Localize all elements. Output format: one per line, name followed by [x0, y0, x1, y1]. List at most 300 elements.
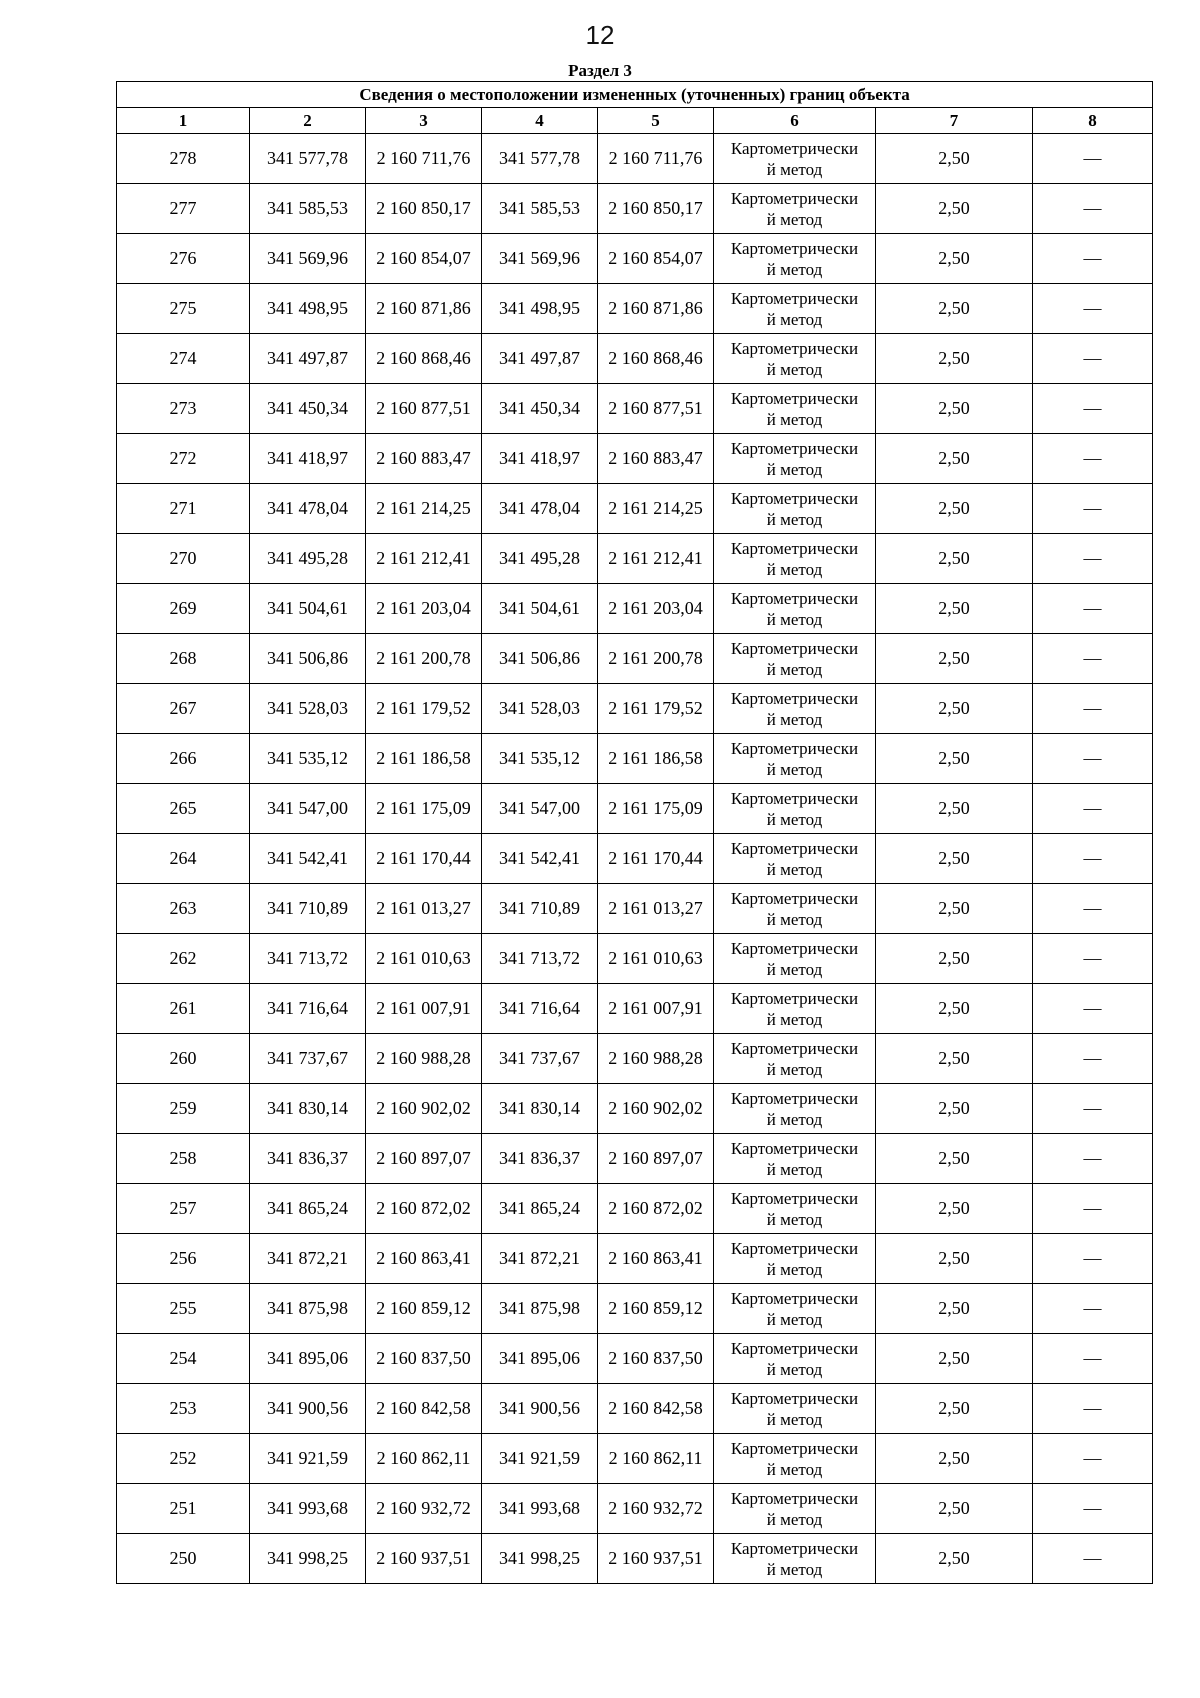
- method-cell: [714, 1134, 876, 1184]
- method-line: Картометрически: [730, 1188, 859, 1208]
- y-new-cell: 2 160 859,12: [598, 1284, 714, 1334]
- x-new-cell: 341 716,64: [482, 984, 598, 1034]
- description-cell: —: [1033, 1534, 1153, 1584]
- boundary-coordinates-table: [116, 81, 1153, 1584]
- table-row: [117, 134, 1153, 184]
- accuracy-cell: 2,50: [876, 934, 1033, 984]
- method-line: Картометрически: [730, 538, 859, 558]
- table-body: [117, 134, 1153, 1584]
- x-old-cell: 341 569,96: [250, 234, 366, 284]
- method-line: й метод: [766, 309, 823, 329]
- x-old-cell: 341 535,12: [250, 734, 366, 784]
- x-new-cell: 341 478,04: [482, 484, 598, 534]
- table-row: [117, 1534, 1153, 1584]
- accuracy-cell: 2,50: [876, 1484, 1033, 1534]
- table-row: [117, 934, 1153, 984]
- point-number-cell: 257: [117, 1184, 250, 1234]
- method-line: й метод: [766, 259, 823, 279]
- method-cell: [714, 434, 876, 484]
- method-line: Картометрически: [730, 388, 859, 408]
- x-old-cell: 341 478,04: [250, 484, 366, 534]
- y-new-cell: 2 161 214,25: [598, 484, 714, 534]
- y-new-cell: 2 160 877,51: [598, 384, 714, 434]
- method-line: й метод: [766, 409, 823, 429]
- y-old-cell: 2 160 902,02: [366, 1084, 482, 1134]
- point-number-cell: 272: [117, 434, 250, 484]
- accuracy-cell: 2,50: [876, 1284, 1033, 1334]
- method-line: й метод: [766, 1409, 823, 1429]
- method-line: й метод: [766, 1059, 823, 1079]
- x-new-cell: 341 713,72: [482, 934, 598, 984]
- table-row: [117, 1084, 1153, 1134]
- method-line: й метод: [766, 359, 823, 379]
- x-new-cell: 341 418,97: [482, 434, 598, 484]
- method-cell: [714, 734, 876, 784]
- description-cell: —: [1033, 1434, 1153, 1484]
- description-cell: —: [1033, 1484, 1153, 1534]
- accuracy-cell: 2,50: [876, 834, 1033, 884]
- y-new-cell: 2 160 854,07: [598, 234, 714, 284]
- method-line: Картометрически: [730, 1238, 859, 1258]
- method-line: й метод: [766, 909, 823, 929]
- method-line: Картометрически: [730, 588, 859, 608]
- accuracy-cell: 2,50: [876, 1084, 1033, 1134]
- x-new-cell: 341 875,98: [482, 1284, 598, 1334]
- table-row: [117, 1334, 1153, 1384]
- method-line: Картометрически: [730, 988, 859, 1008]
- x-old-cell: 341 875,98: [250, 1284, 366, 1334]
- method-line: й метод: [766, 809, 823, 829]
- method-cell: [714, 1034, 876, 1084]
- description-cell: —: [1033, 284, 1153, 334]
- method-line: Картометрически: [730, 188, 859, 208]
- method-line: Картометрически: [730, 438, 859, 458]
- table-row: [117, 834, 1153, 884]
- y-new-cell: 2 161 170,44: [598, 834, 714, 884]
- method-line: Картометрически: [730, 1038, 859, 1058]
- table-row: [117, 1134, 1153, 1184]
- accuracy-cell: 2,50: [876, 1434, 1033, 1484]
- method-cell: [714, 334, 876, 384]
- accuracy-cell: 2,50: [876, 1034, 1033, 1084]
- method-line: Картометрически: [730, 1488, 859, 1508]
- y-old-cell: 2 161 203,04: [366, 584, 482, 634]
- y-new-cell: 2 160 711,76: [598, 134, 714, 184]
- x-old-cell: 341 528,03: [250, 684, 366, 734]
- table-row: [117, 784, 1153, 834]
- point-number-cell: 259: [117, 1084, 250, 1134]
- x-new-cell: 341 498,95: [482, 284, 598, 334]
- y-old-cell: 2 161 186,58: [366, 734, 482, 784]
- description-cell: —: [1033, 484, 1153, 534]
- method-cell: [714, 1484, 876, 1534]
- y-new-cell: 2 161 013,27: [598, 884, 714, 934]
- y-old-cell: 2 160 850,17: [366, 184, 482, 234]
- y-new-cell: 2 160 988,28: [598, 1034, 714, 1084]
- description-cell: —: [1033, 1234, 1153, 1284]
- method-line: й метод: [766, 1559, 823, 1579]
- x-new-cell: 341 504,61: [482, 584, 598, 634]
- point-number-cell: 275: [117, 284, 250, 334]
- method-cell: [714, 1084, 876, 1134]
- table-row: [117, 1284, 1153, 1334]
- table-row: [117, 984, 1153, 1034]
- y-old-cell: 2 160 877,51: [366, 384, 482, 434]
- accuracy-cell: 2,50: [876, 134, 1033, 184]
- method-cell: [714, 484, 876, 534]
- point-number-cell: 273: [117, 384, 250, 434]
- y-old-cell: 2 161 214,25: [366, 484, 482, 534]
- method-line: й метод: [766, 159, 823, 179]
- x-old-cell: 341 577,78: [250, 134, 366, 184]
- accuracy-cell: 2,50: [876, 984, 1033, 1034]
- y-new-cell: 2 161 200,78: [598, 634, 714, 684]
- y-new-cell: 2 160 842,58: [598, 1384, 714, 1434]
- method-line: Картометрически: [730, 488, 859, 508]
- accuracy-cell: 2,50: [876, 284, 1033, 334]
- y-old-cell: 2 160 859,12: [366, 1284, 482, 1334]
- accuracy-cell: 2,50: [876, 484, 1033, 534]
- point-number-cell: 251: [117, 1484, 250, 1534]
- method-line: Картометрически: [730, 1138, 859, 1158]
- method-cell: [714, 234, 876, 284]
- x-new-cell: 341 836,37: [482, 1134, 598, 1184]
- y-old-cell: 2 160 932,72: [366, 1484, 482, 1534]
- x-new-cell: 341 998,25: [482, 1534, 598, 1584]
- accuracy-cell: 2,50: [876, 234, 1033, 284]
- description-cell: —: [1033, 934, 1153, 984]
- method-line: Картометрически: [730, 738, 859, 758]
- y-old-cell: 2 160 863,41: [366, 1234, 482, 1284]
- y-old-cell: 2 160 988,28: [366, 1034, 482, 1084]
- point-number-cell: 271: [117, 484, 250, 534]
- y-old-cell: 2 160 872,02: [366, 1184, 482, 1234]
- table-row: [117, 484, 1153, 534]
- accuracy-cell: 2,50: [876, 434, 1033, 484]
- x-new-cell: 341 535,12: [482, 734, 598, 784]
- y-new-cell: 2 160 932,72: [598, 1484, 714, 1534]
- y-old-cell: 2 160 937,51: [366, 1534, 482, 1584]
- method-cell: [714, 1234, 876, 1284]
- method-line: Картометрически: [730, 138, 859, 158]
- y-new-cell: 2 160 897,07: [598, 1134, 714, 1184]
- y-old-cell: 2 160 897,07: [366, 1134, 482, 1184]
- method-cell: [714, 984, 876, 1034]
- table-row: [117, 584, 1153, 634]
- x-old-cell: 341 865,24: [250, 1184, 366, 1234]
- accuracy-cell: 2,50: [876, 734, 1033, 784]
- accuracy-cell: 2,50: [876, 384, 1033, 434]
- description-cell: —: [1033, 1284, 1153, 1334]
- x-new-cell: 341 506,86: [482, 634, 598, 684]
- description-cell: —: [1033, 584, 1153, 634]
- x-old-cell: 341 872,21: [250, 1234, 366, 1284]
- method-cell: [714, 184, 876, 234]
- accuracy-cell: 2,50: [876, 884, 1033, 934]
- y-new-cell: 2 161 010,63: [598, 934, 714, 984]
- accuracy-cell: 2,50: [876, 334, 1033, 384]
- point-number-cell: 274: [117, 334, 250, 384]
- point-number-cell: 264: [117, 834, 250, 884]
- point-number-cell: 256: [117, 1234, 250, 1284]
- y-new-cell: 2 161 179,52: [598, 684, 714, 734]
- point-number-cell: 260: [117, 1034, 250, 1084]
- method-line: й метод: [766, 459, 823, 479]
- x-old-cell: 341 836,37: [250, 1134, 366, 1184]
- table-row: [117, 684, 1153, 734]
- description-cell: —: [1033, 1334, 1153, 1384]
- description-cell: —: [1033, 434, 1153, 484]
- point-number-cell: 258: [117, 1134, 250, 1184]
- y-new-cell: 2 160 868,46: [598, 334, 714, 384]
- x-new-cell: 341 737,67: [482, 1034, 598, 1084]
- description-cell: —: [1033, 1084, 1153, 1134]
- point-number-cell: 265: [117, 784, 250, 834]
- column-number: 3: [366, 108, 482, 134]
- x-old-cell: 341 710,89: [250, 884, 366, 934]
- description-cell: —: [1033, 384, 1153, 434]
- x-new-cell: 341 547,00: [482, 784, 598, 834]
- x-old-cell: 341 737,67: [250, 1034, 366, 1084]
- method-line: Картометрически: [730, 1088, 859, 1108]
- y-new-cell: 2 160 883,47: [598, 434, 714, 484]
- point-number-cell: 277: [117, 184, 250, 234]
- table-row: [117, 334, 1153, 384]
- point-number-cell: 266: [117, 734, 250, 784]
- y-old-cell: 2 161 170,44: [366, 834, 482, 884]
- x-new-cell: 341 495,28: [482, 534, 598, 584]
- table-row: [117, 884, 1153, 934]
- method-line: Картометрически: [730, 938, 859, 958]
- y-old-cell: 2 160 883,47: [366, 434, 482, 484]
- method-line: Картометрически: [730, 338, 859, 358]
- description-cell: —: [1033, 1184, 1153, 1234]
- x-new-cell: 341 710,89: [482, 884, 598, 934]
- point-number-cell: 261: [117, 984, 250, 1034]
- method-cell: [714, 884, 876, 934]
- column-number-row: [117, 108, 1153, 134]
- point-number-cell: 269: [117, 584, 250, 634]
- table-row: [117, 634, 1153, 684]
- x-old-cell: 341 450,34: [250, 384, 366, 434]
- table-row: [117, 234, 1153, 284]
- method-line: й метод: [766, 1109, 823, 1129]
- description-cell: —: [1033, 1134, 1153, 1184]
- point-number-cell: 270: [117, 534, 250, 584]
- description-cell: —: [1033, 634, 1153, 684]
- y-old-cell: 2 161 013,27: [366, 884, 482, 934]
- x-new-cell: 341 865,24: [482, 1184, 598, 1234]
- method-cell: [714, 834, 876, 884]
- x-old-cell: 341 495,28: [250, 534, 366, 584]
- method-cell: [714, 1384, 876, 1434]
- accuracy-cell: 2,50: [876, 784, 1033, 834]
- description-cell: —: [1033, 1384, 1153, 1434]
- method-line: й метод: [766, 509, 823, 529]
- y-old-cell: 2 161 212,41: [366, 534, 482, 584]
- x-new-cell: 341 895,06: [482, 1334, 598, 1384]
- y-new-cell: 2 160 837,50: [598, 1334, 714, 1384]
- point-number-cell: 267: [117, 684, 250, 734]
- x-old-cell: 341 993,68: [250, 1484, 366, 1534]
- y-new-cell: 2 160 863,41: [598, 1234, 714, 1284]
- method-line: й метод: [766, 1159, 823, 1179]
- y-new-cell: 2 160 872,02: [598, 1184, 714, 1234]
- x-new-cell: 341 577,78: [482, 134, 598, 184]
- x-new-cell: 341 900,56: [482, 1384, 598, 1434]
- accuracy-cell: 2,50: [876, 534, 1033, 584]
- description-cell: —: [1033, 684, 1153, 734]
- y-new-cell: 2 161 212,41: [598, 534, 714, 584]
- method-line: Картометрически: [730, 288, 859, 308]
- method-line: й метод: [766, 1009, 823, 1029]
- x-old-cell: 341 900,56: [250, 1384, 366, 1434]
- y-new-cell: 2 161 175,09: [598, 784, 714, 834]
- x-new-cell: 341 993,68: [482, 1484, 598, 1534]
- x-old-cell: 341 547,00: [250, 784, 366, 834]
- accuracy-cell: 2,50: [876, 1334, 1033, 1384]
- description-cell: —: [1033, 234, 1153, 284]
- y-new-cell: 2 160 862,11: [598, 1434, 714, 1484]
- x-new-cell: 341 542,41: [482, 834, 598, 884]
- x-new-cell: 341 872,21: [482, 1234, 598, 1284]
- point-number-cell: 262: [117, 934, 250, 984]
- point-number-cell: 276: [117, 234, 250, 284]
- method-line: й метод: [766, 559, 823, 579]
- point-number-cell: 255: [117, 1284, 250, 1334]
- table-row: [117, 284, 1153, 334]
- x-old-cell: 341 895,06: [250, 1334, 366, 1384]
- method-line: Картометрически: [730, 838, 859, 858]
- point-number-cell: 252: [117, 1434, 250, 1484]
- x-old-cell: 341 497,87: [250, 334, 366, 384]
- method-line: Картометрически: [730, 1538, 859, 1558]
- method-cell: [714, 684, 876, 734]
- y-old-cell: 2 161 010,63: [366, 934, 482, 984]
- x-old-cell: 341 585,53: [250, 184, 366, 234]
- y-new-cell: 2 160 850,17: [598, 184, 714, 234]
- x-old-cell: 341 830,14: [250, 1084, 366, 1134]
- description-cell: —: [1033, 834, 1153, 884]
- x-new-cell: 341 585,53: [482, 184, 598, 234]
- method-line: й метод: [766, 1509, 823, 1529]
- method-cell: [714, 1284, 876, 1334]
- point-number-cell: 268: [117, 634, 250, 684]
- y-old-cell: 2 160 854,07: [366, 234, 482, 284]
- y-old-cell: 2 160 868,46: [366, 334, 482, 384]
- x-new-cell: 341 528,03: [482, 684, 598, 734]
- table-row: [117, 1384, 1153, 1434]
- table-row: [117, 734, 1153, 784]
- point-number-cell: 253: [117, 1384, 250, 1434]
- y-old-cell: 2 160 711,76: [366, 134, 482, 184]
- method-cell: [714, 934, 876, 984]
- method-line: Картометрически: [730, 1438, 859, 1458]
- method-cell: [714, 634, 876, 684]
- y-old-cell: 2 160 862,11: [366, 1434, 482, 1484]
- column-number: 1: [117, 108, 250, 134]
- method-line: Картометрически: [730, 1388, 859, 1408]
- method-line: Картометрически: [730, 788, 859, 808]
- description-cell: —: [1033, 734, 1153, 784]
- table-row: [117, 1234, 1153, 1284]
- x-old-cell: 341 504,61: [250, 584, 366, 634]
- column-number: 8: [1033, 108, 1153, 134]
- x-new-cell: 341 450,34: [482, 384, 598, 434]
- method-line: Картометрически: [730, 888, 859, 908]
- method-cell: [714, 534, 876, 584]
- accuracy-cell: 2,50: [876, 584, 1033, 634]
- method-cell: [714, 584, 876, 634]
- method-line: й метод: [766, 1309, 823, 1329]
- page-number: 12: [585, 20, 615, 50]
- method-line: й метод: [766, 859, 823, 879]
- x-old-cell: 341 498,95: [250, 284, 366, 334]
- method-line: й метод: [766, 1259, 823, 1279]
- y-old-cell: 2 160 871,86: [366, 284, 482, 334]
- y-old-cell: 2 161 179,52: [366, 684, 482, 734]
- y-new-cell: 2 160 937,51: [598, 1534, 714, 1584]
- y-old-cell: 2 160 837,50: [366, 1334, 482, 1384]
- column-number: 7: [876, 108, 1033, 134]
- table-caption: Сведения о местоположении измененных (уточненных) границ объекта: [117, 82, 1153, 108]
- method-cell: [714, 1434, 876, 1484]
- method-line: й метод: [766, 209, 823, 229]
- method-cell: [714, 784, 876, 834]
- point-number-cell: 254: [117, 1334, 250, 1384]
- table-row: [117, 1434, 1153, 1484]
- column-number: 2: [250, 108, 366, 134]
- method-line: й метод: [766, 759, 823, 779]
- y-new-cell: 2 161 186,58: [598, 734, 714, 784]
- method-line: й метод: [766, 1209, 823, 1229]
- description-cell: —: [1033, 1034, 1153, 1084]
- accuracy-cell: 2,50: [876, 1384, 1033, 1434]
- description-cell: —: [1033, 984, 1153, 1034]
- method-line: Картометрически: [730, 638, 859, 658]
- y-new-cell: 2 161 203,04: [598, 584, 714, 634]
- x-old-cell: 341 506,86: [250, 634, 366, 684]
- method-line: Картометрически: [730, 688, 859, 708]
- x-new-cell: 341 497,87: [482, 334, 598, 384]
- section-title: Раздел 3: [568, 61, 632, 80]
- x-old-cell: 341 713,72: [250, 934, 366, 984]
- description-cell: —: [1033, 884, 1153, 934]
- method-cell: [714, 1184, 876, 1234]
- x-old-cell: 341 921,59: [250, 1434, 366, 1484]
- method-line: й метод: [766, 609, 823, 629]
- column-number: 6: [714, 108, 876, 134]
- method-line: Картометрически: [730, 1288, 859, 1308]
- method-line: Картометрически: [730, 1338, 859, 1358]
- method-cell: [714, 134, 876, 184]
- table-row: [117, 434, 1153, 484]
- method-line: й метод: [766, 709, 823, 729]
- accuracy-cell: 2,50: [876, 1534, 1033, 1584]
- y-new-cell: 2 160 871,86: [598, 284, 714, 334]
- method-line: й метод: [766, 959, 823, 979]
- column-number: 5: [598, 108, 714, 134]
- method-line: й метод: [766, 1359, 823, 1379]
- table-row: [117, 184, 1153, 234]
- x-old-cell: 341 418,97: [250, 434, 366, 484]
- accuracy-cell: 2,50: [876, 1134, 1033, 1184]
- x-old-cell: 341 542,41: [250, 834, 366, 884]
- accuracy-cell: 2,50: [876, 184, 1033, 234]
- column-number: 4: [482, 108, 598, 134]
- table-row: [117, 1184, 1153, 1234]
- y-old-cell: 2 161 200,78: [366, 634, 482, 684]
